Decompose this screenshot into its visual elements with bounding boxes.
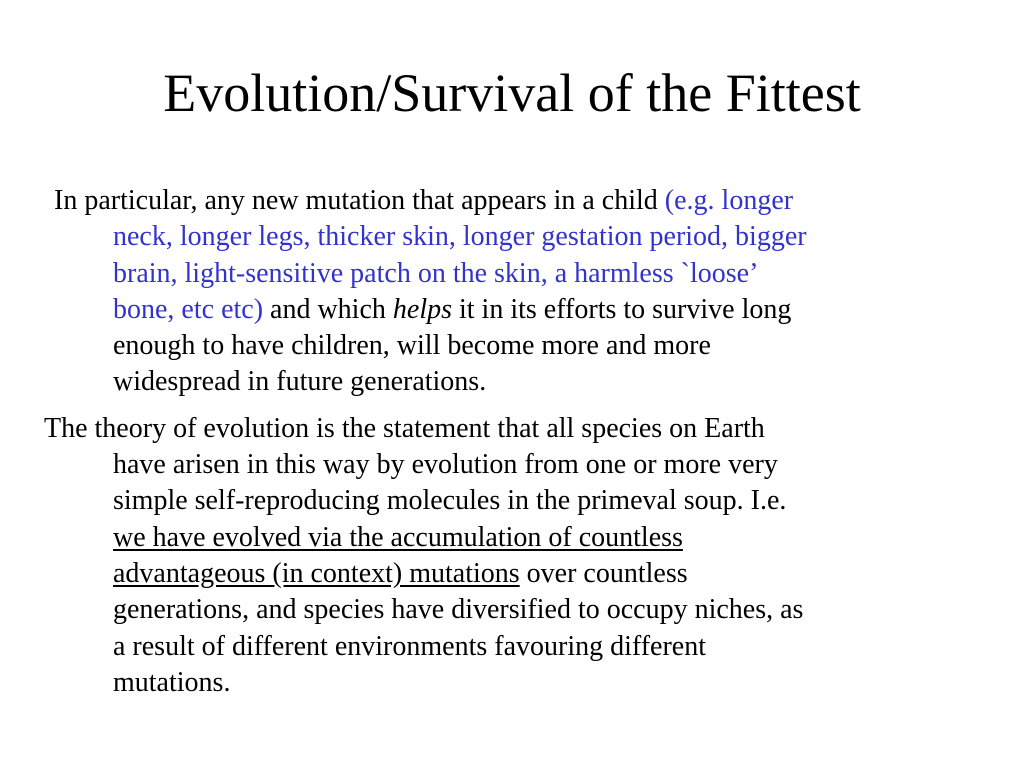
text-line: enough to have children, will become more and more [113, 330, 711, 362]
text-line [0, 520, 1024, 556]
text-line: have arisen in this way by evolution from one or more very [113, 449, 778, 481]
example-text: (e.g. longer [664, 185, 794, 216]
emphasis-text: helps [392, 293, 452, 325]
text-line [0, 292, 1024, 328]
underlined-text: advantageous (in context) mutations [113, 557, 520, 589]
text-run: it in its efforts to survive long [452, 293, 792, 325]
text-run: over countless [519, 557, 688, 589]
example-text: bone, etc etc) [113, 293, 264, 325]
paragraph-theory [0, 411, 1024, 701]
text-run: In particular, any new mutation that appears in a child [54, 185, 665, 216]
example-text: neck, longer legs, thicker skin, longer gestation period, bigger [113, 221, 807, 253]
paragraph-mutation [0, 183, 1024, 401]
example-text: brain, light-sensitive patch on the skin, a harmless `loose’ [113, 257, 759, 289]
underlined-text: we have evolved via the accumulation of countless [113, 521, 683, 553]
text-line: The theory of evolution is the statement that all species on Earth [44, 412, 765, 444]
slide-title: Evolution/Survival of the Fittest [163, 63, 861, 123]
text-line: mutations. [113, 666, 231, 698]
text-line: a result of different environments favouring different [113, 630, 706, 662]
text-line: widespread in future generations. [113, 366, 487, 398]
text-line [0, 556, 1024, 592]
text-line [0, 183, 1024, 219]
text-line: generations, and species have diversified to occupy niches, as [113, 594, 804, 626]
slide-body [0, 183, 1024, 701]
text-run: and which [263, 293, 393, 325]
text-line: simple self-reproducing molecules in the primeval soup. I.e. [113, 485, 787, 517]
